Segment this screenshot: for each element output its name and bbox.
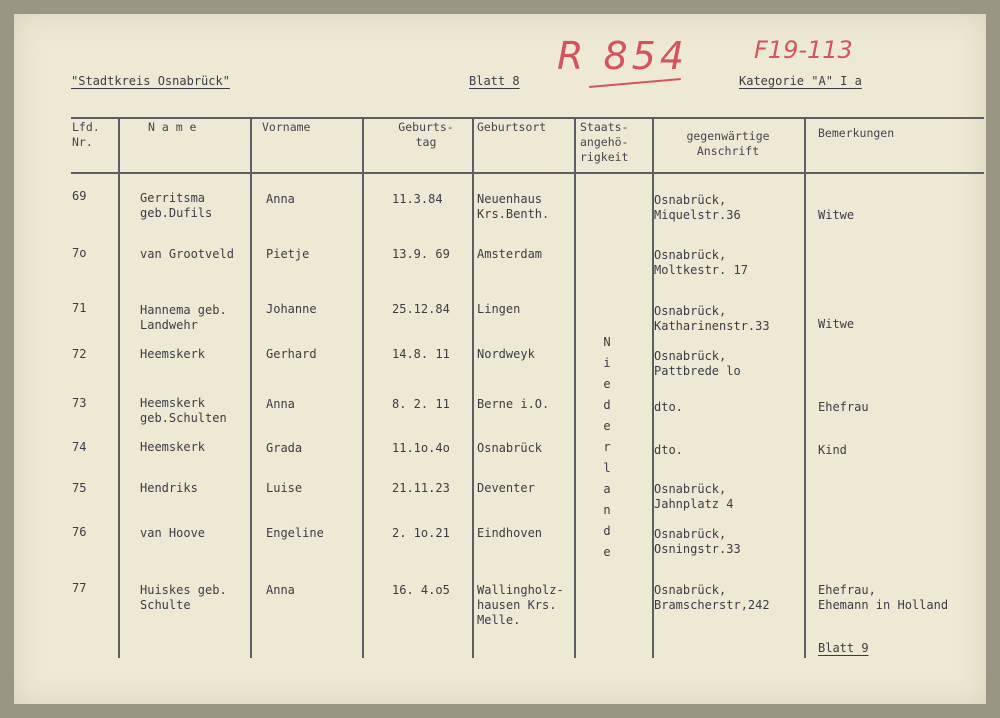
row-73-geburtsort: Berne i.O. xyxy=(477,397,550,411)
row-73-name: Heemskerk geb.Schulten xyxy=(140,396,227,425)
category-label: Kategorie "A" I a xyxy=(739,74,862,88)
sheet-number: Blatt 8 xyxy=(469,74,520,88)
row-74-anschrift: dto. xyxy=(654,443,683,457)
header-anschrift: gegenwärtige Anschrift xyxy=(686,129,770,158)
row-71-geburtsort: Lingen xyxy=(477,302,521,316)
row-75-name: Hendriks xyxy=(140,481,198,495)
row-76-vorname: Engeline xyxy=(266,526,324,540)
row-76-name: van Hoove xyxy=(140,526,206,540)
row-77-geburtsort: Wallingholz- hausen Krs. Melle. xyxy=(477,583,564,627)
row-75-geburtstag: 21.11.23 xyxy=(392,481,450,495)
archive-number-handwritten: R 854 xyxy=(557,34,689,78)
header-geburtsort: Geburtsort xyxy=(477,120,547,134)
row-75-nr: 75 xyxy=(72,481,87,495)
row-70-geburtsort: Amsterdam xyxy=(477,247,543,261)
row-77-geburtstag: 16. 4.o5 xyxy=(392,583,450,597)
header-geburtstag: Geburts- tag xyxy=(398,120,454,149)
row-77-nr: 77 xyxy=(72,581,87,595)
row-74-geburtstag: 11.1o.4o xyxy=(392,441,450,455)
row-69-vorname: Anna xyxy=(266,192,295,206)
row-69-nr: 69 xyxy=(72,189,87,203)
row-71-nr: 71 xyxy=(72,301,87,315)
row-71-anschrift: Osnabrück, Katharinenstr.33 xyxy=(654,304,770,333)
row-72-nr: 72 xyxy=(72,347,87,361)
row-73-geburtstag: 8. 2. 11 xyxy=(392,397,450,411)
row-73-bemerkungen: Ehefrau xyxy=(818,400,869,414)
row-70-name: van Grootveld xyxy=(140,247,234,261)
district-title: "Stadtkreis Osnabrück" xyxy=(71,74,230,88)
row-75-anschrift: Osnabrück, Jahnplatz 4 xyxy=(654,482,734,511)
row-72-name: Heemskerk xyxy=(140,347,206,361)
row-76-nr: 76 xyxy=(72,525,87,539)
row-71-vorname: Johanne xyxy=(266,302,317,316)
row-74-nr: 74 xyxy=(72,440,87,454)
column-divider xyxy=(250,118,252,658)
table-header-rule xyxy=(71,172,984,174)
row-69-anschrift: Osnabrück, Miquelstr.36 xyxy=(654,193,741,222)
row-69-geburtstag: 11.3.84 xyxy=(392,192,443,206)
row-74-name: Heemskerk xyxy=(140,440,206,454)
row-75-vorname: Luise xyxy=(266,481,303,495)
row-70-anschrift: Osnabrück, Moltkestr. 17 xyxy=(654,248,748,277)
row-69-bemerkungen: Witwe xyxy=(818,208,855,222)
row-76-geburtstag: 2. 1o.21 xyxy=(392,526,450,540)
row-71-name: Hannema geb. Landwehr xyxy=(140,303,227,332)
column-divider xyxy=(362,118,364,658)
row-77-name: Huiskes geb. Schulte xyxy=(140,583,227,612)
row-75-geburtsort: Deventer xyxy=(477,481,535,495)
header-vorname: Vorname xyxy=(262,120,311,134)
row-76-geburtsort: Eindhoven xyxy=(477,526,543,540)
header-staatsangehoerigkeit: Staats- angehö- rigkeit xyxy=(580,120,629,164)
row-72-vorname: Gerhard xyxy=(266,347,317,361)
row-70-geburtstag: 13.9. 69 xyxy=(392,247,450,261)
header-bemerkungen: Bemerkungen xyxy=(818,126,895,140)
row-70-vorname: Pietje xyxy=(266,247,310,261)
row-74-vorname: Grada xyxy=(266,441,303,455)
row-70-nr: 7o xyxy=(72,246,87,260)
row-69-geburtsort: Neuenhaus Krs.Benth. xyxy=(477,192,550,221)
row-72-geburtstag: 14.8. 11 xyxy=(392,347,450,361)
handwritten-underline xyxy=(589,78,681,88)
row-74-geburtsort: Osnabrück xyxy=(477,441,543,455)
nationality-vertical: Niederlande xyxy=(603,335,611,559)
table-top-rule xyxy=(71,117,984,119)
row-77-bemerkungen: Ehefrau, Ehemann in Holland xyxy=(818,583,949,612)
row-71-bemerkungen: Witwe xyxy=(818,317,855,331)
column-divider xyxy=(472,118,474,658)
row-71-geburtstag: 25.12.84 xyxy=(392,302,450,316)
row-77-anschrift: Osnabrück, Bramscherstr,242 xyxy=(654,583,770,612)
row-69-name: Gerritsma geb.Dufils xyxy=(140,191,213,220)
row-77-vorname: Anna xyxy=(266,583,295,597)
index-card xyxy=(14,14,986,704)
row-72-anschrift: Osnabrück, Pattbrede lo xyxy=(654,349,741,378)
header-lfd-nr: Lfd. Nr. xyxy=(72,120,100,149)
column-divider xyxy=(118,118,120,658)
row-73-anschrift: dto. xyxy=(654,400,683,414)
archive-reference-handwritten: F19-113 xyxy=(754,36,853,64)
row-72-geburtsort: Nordweyk xyxy=(477,347,535,361)
row-73-vorname: Anna xyxy=(266,397,295,411)
header-name: N a m e xyxy=(148,120,197,134)
column-divider xyxy=(804,118,806,658)
row-76-anschrift: Osnabrück, Osningstr.33 xyxy=(654,527,741,556)
row-73-nr: 73 xyxy=(72,396,87,410)
column-divider xyxy=(574,118,576,658)
row-74-bemerkungen: Kind xyxy=(818,443,847,457)
next-sheet-label: Blatt 9 xyxy=(818,641,869,655)
